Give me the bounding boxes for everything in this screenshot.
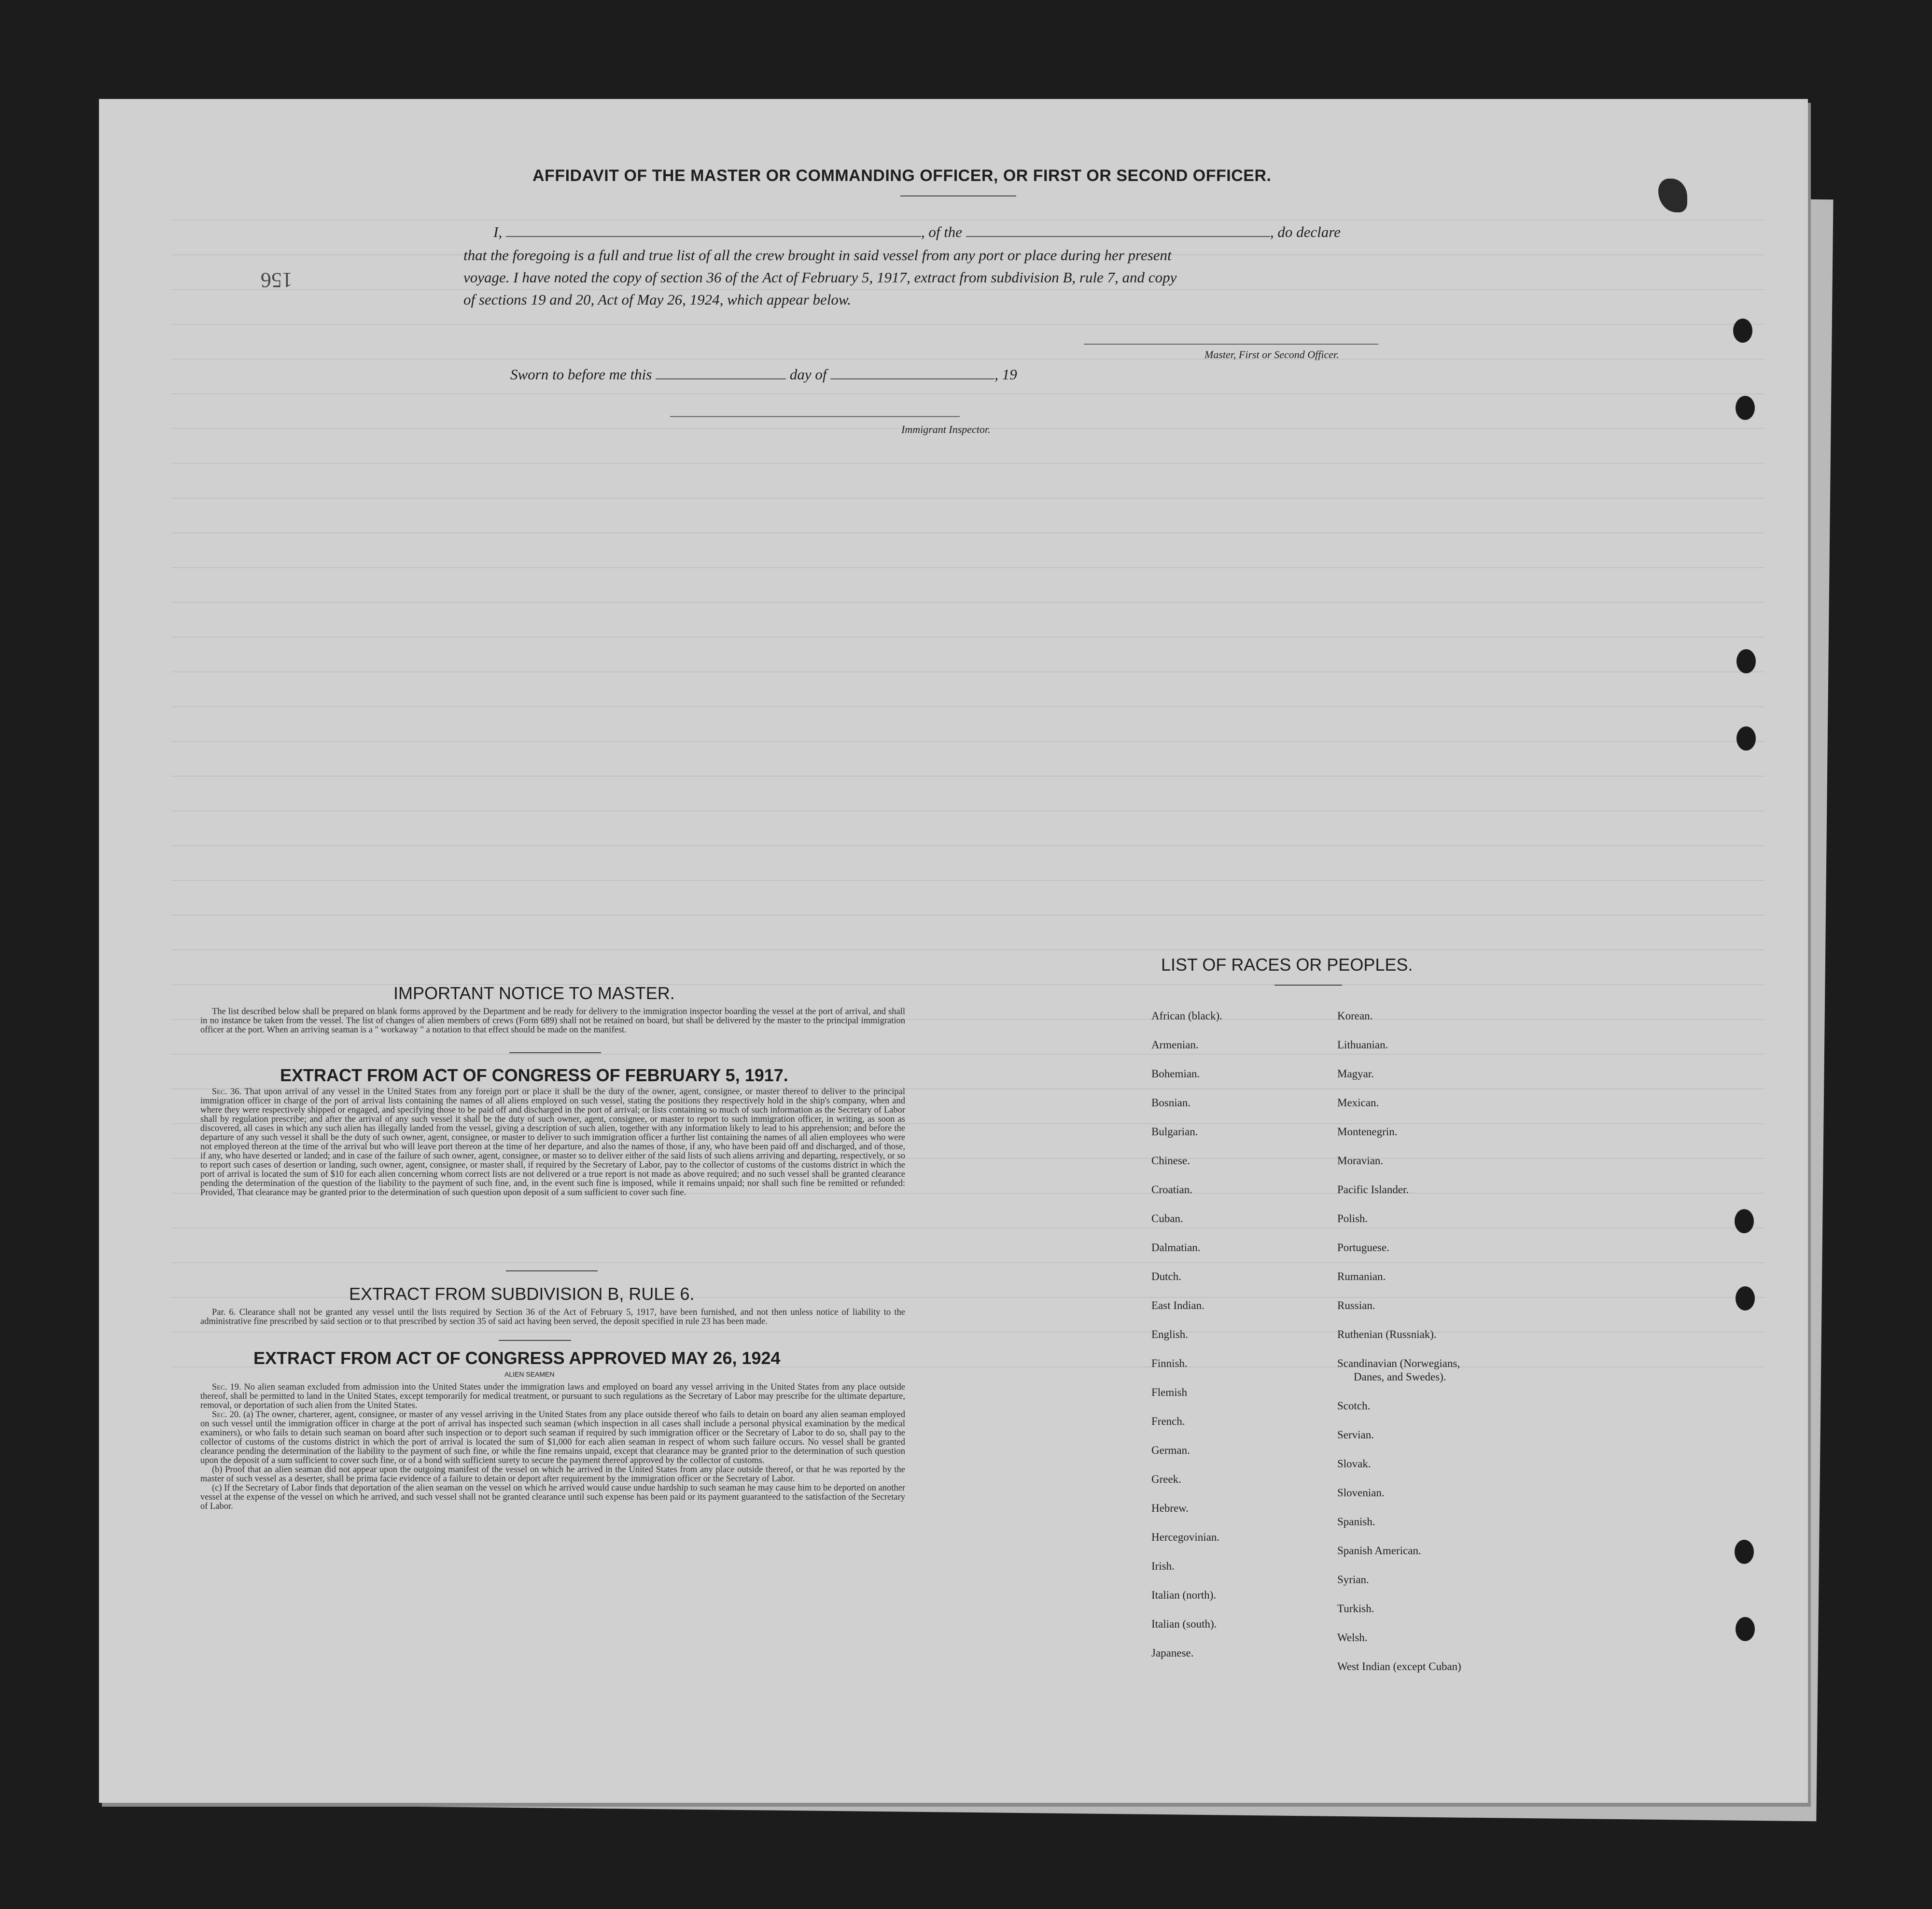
race-item: Irish.	[1151, 1560, 1175, 1572]
race-item: Mexican.	[1337, 1097, 1379, 1109]
binder-hole	[1735, 1209, 1754, 1233]
race-item: Scandinavian (Norwegians,	[1337, 1357, 1460, 1369]
divider-3	[499, 1340, 571, 1341]
notice-text	[200, 1007, 905, 1035]
race-item: Dalmatian.	[1151, 1241, 1201, 1254]
extract-1924-subtitle: ALIEN SEAMEN	[504, 1370, 555, 1378]
race-item: African (black).	[1151, 1010, 1222, 1022]
binder-hole	[1736, 396, 1755, 420]
race-item: Spanish American.	[1337, 1545, 1421, 1557]
races-left-column	[1151, 1002, 1222, 1668]
affidavit-line2: that the foregoing is a full and true list of all the crew brought in said vessel from any port or place during her present	[463, 247, 1172, 264]
race-item: Finnish.	[1151, 1357, 1188, 1369]
race-item: Cuban.	[1151, 1212, 1183, 1225]
sec20a-text: (a) The owner, charterer, agent, consignee, or master of any vessel arriving in the United States from any place outside thereof who fails to detain on board any alien seaman employed on such vessel until the immigration officer in charge at the port of arrival has inspected such seaman (which inspection in all cases shall include a personal physical examination by the medical examiners), or who fails to detain such seaman on board after such inspection or to deport such seaman if required by such immigration officer or the Secretary of Labor to do so, shall pay to the collector of customs of the customs district in which the port of arrival is located the sum of $1,000 for each alien seaman in respect of whom such failure occurs. No vessel shall be granted clearance pending the determination of the liability to the payment of such fine, or while the fine remains unpaid, except that clearance may be granted prior to the determination of such question upon the deposit of a sum sufficient to cover such fine, or of a bond with sufficient surety to secure the payment thereof approved by the collector of customs.	[200, 1410, 906, 1465]
race-item: West Indian (except Cuban)	[1337, 1660, 1461, 1672]
signature-label: Master, First or Second Officer.	[1204, 348, 1339, 361]
affidavit-line1-c: , do declare	[1270, 223, 1341, 240]
race-item: Scotch.	[1337, 1400, 1371, 1412]
sworn-day-field[interactable]	[656, 378, 786, 379]
race-item: Bulgarian.	[1151, 1126, 1198, 1138]
divider-2	[506, 1270, 598, 1271]
races-title: LIST OF RACES OR PEOPLES.	[1161, 955, 1413, 975]
race-item: Spanish.	[1337, 1516, 1375, 1528]
sec19-label: Sec. 19.	[212, 1382, 241, 1392]
notice-paragraph: The list described below shall be prepared on blank forms approved by the Department and be ready for delivery to the immigration inspector boarding the vessel at the port of arrival, and shall in no instance be taken from the vessel. The list of changes of alien members of crews (Form 689) shall not be retained on board, but shall be delivered by the master to the principal immigration officer at the port. When an arriving seaman is a " workaway " a notation to that effect should be made on the manifest.	[200, 1007, 905, 1035]
extract-1917-text	[200, 1087, 905, 1198]
race-item: Slovenian.	[1337, 1487, 1385, 1499]
binder-hole	[1736, 1286, 1755, 1310]
document-page	[99, 99, 1808, 1803]
inspector-label: Immigrant Inspector.	[901, 423, 991, 435]
race-item: Bohemian.	[1151, 1068, 1200, 1080]
sworn-line	[510, 366, 1017, 383]
master-name-field[interactable]	[506, 236, 921, 237]
race-item: Italian (south).	[1151, 1618, 1217, 1630]
race-item: German.	[1151, 1444, 1190, 1456]
sworn-dayof-label: day of	[789, 366, 827, 383]
race-item: Armenian.	[1151, 1039, 1199, 1051]
race-item: Slovak.	[1337, 1458, 1371, 1470]
extract-rule6-title: EXTRACT FROM SUBDIVISION B, RULE 6.	[349, 1284, 695, 1304]
affidavit-line1-b: , of the	[921, 223, 963, 240]
race-item: Moravian.	[1337, 1155, 1384, 1167]
sec36-label: Sec. 36.	[212, 1087, 242, 1097]
race-item: Welsh.	[1337, 1631, 1368, 1644]
race-item: Syrian.	[1337, 1574, 1369, 1586]
race-item: East Indian.	[1151, 1299, 1204, 1311]
inspector-signature-line[interactable]	[670, 416, 960, 417]
races-title-rule	[1274, 985, 1342, 986]
race-item: Italian (north).	[1151, 1589, 1217, 1601]
race-item: Russian.	[1337, 1299, 1375, 1311]
divider-1	[509, 1052, 601, 1053]
race-item: Turkish.	[1337, 1602, 1374, 1615]
notice-title: IMPORTANT NOTICE TO MASTER.	[393, 983, 675, 1003]
race-item: Polish.	[1337, 1212, 1368, 1225]
affidavit-line1-a: I,	[493, 223, 503, 240]
affidavit-line1	[493, 223, 1341, 241]
race-item	[1337, 1357, 1461, 1384]
extract-1917-title: EXTRACT FROM ACT OF CONGRESS OF FEBRUARY 5, 1917.	[280, 1065, 788, 1085]
sec19-text: No alien seaman excluded from admission into the United States under the immigration laws and employed on board any vessel arriving in the United States from any place outside thereof, shall be permitted to land in the United States, except temporarily for medical treatment, or pursuant to such regulations as the Secretary of Labor may prescribe for the ultimate departure, removal, or deportation of such alien from the United States.	[200, 1382, 906, 1410]
sworn-year-label: , 19	[994, 366, 1017, 383]
affidavit-title: AFFIDAVIT OF THE MASTER OR COMMANDING OFFICER, OR FIRST OR SECOND OFFICER.	[532, 167, 1272, 185]
binder-hole	[1736, 726, 1756, 751]
sec20-label: Sec. 20.	[212, 1410, 241, 1420]
binder-hole	[1733, 319, 1752, 343]
par6-label: Par. 6.	[212, 1308, 236, 1317]
extract-rule6-text	[200, 1308, 905, 1326]
race-item: Danes, and Swedes).	[1354, 1371, 1446, 1383]
stamp-number: 156	[261, 268, 293, 292]
race-item: Dutch.	[1151, 1270, 1181, 1282]
race-item: Japanese.	[1151, 1647, 1194, 1659]
signature-line[interactable]	[1084, 344, 1378, 345]
affidavit-line4: of sections 19 and 20, Act of May 26, 1924, which appear below.	[463, 291, 852, 308]
binder-hole	[1735, 1540, 1754, 1564]
par6-text: Clearance shall not be granted any vessel until the lists required by Section 36 of the Act of February 5, 1917, have been furnished, and not then unless notice of liability to the administrative fine prescribed by said section or to that prescribed by section 35 of said act having been served, the deposit specified in rule 23 has been made.	[200, 1308, 906, 1326]
sec20b-text: (b) Proof that an alien seaman did not appear upon the outgoing manifest of the vessel on which he arrived in the United States from any place outside thereof, or that he was reported by the master of such vessel as a deserter, shall be prima facie evidence of a failure to detain or deport after requirement by the immigration officer or the Secretary of Labor.	[200, 1465, 905, 1484]
affidavit-line3: voyage. I have noted the copy of section 36 of the Act of February 5, 1917, extract from subdivision B, rule 7, and copy	[463, 269, 1177, 286]
race-item: Chinese.	[1151, 1155, 1190, 1167]
sec36-text: That upon arrival of any vessel in the United States from any foreign port or place it shall be the duty of the owner, agent, consignee, or master thereof to deliver to the principal immigration officer in charge of the port of arrival lists containing the names of all aliens employed on such vessel, stating the positions they respectively hold in the ship's company, when and where they were respectively shipped or engaged, and specifying those to be paid off and discharged in the port of arrival; or lists containing so much of such information as the Secretary of Labor shall by regulation prescribe; and after the arrival of any such vessel it shall be the duty of such owner, agent, consignee, or master to report to such immigration officer, in writing, as soon as discovered, all cases in which any such alien has illegally landed from the vessel, giving a description of such alien, together with any information likely to lead to his apprehension; and before the departure of any such vessel it shall be the duty of such owner, agent, consignee, or master to deliver to such immigration officer a further list containing the names of all alien employees who were not employed thereon at the time of the arrival but who will leave port thereon at the time of her departure, and also the names of those, if any, who have been paid off and discharged, and of those, if any, who have deserted or landed; and in case of the failure of such owner, agent, consignee, or master so to deliver either of the said lists of such aliens arriving and departing, respectively, or so to report such cases of desertion or landing, such owner, agent, consignee, or master shall, if required by the Secretary of Labor, pay to the collector of customs of the customs district in which the port of arrival is located the sum of $10 for each alien concerning whom correct lists are not delivered or a true report is not made as above required; and no such vessel shall be granted clearance pending the determination of the question of the liability to the payment of such fine, and, in the event such fine is imposed, while it remains unpaid; nor shall such fine be remitted or refunded: Provided, That clearance may be granted prior to the determination of such question upon deposit of a sum sufficient to cover such fine.	[200, 1087, 905, 1198]
vessel-name-field[interactable]	[966, 236, 1270, 237]
binder-hole	[1736, 649, 1756, 673]
race-item: Lithuanian.	[1337, 1039, 1388, 1051]
race-item: Portuguese.	[1337, 1241, 1389, 1254]
race-item: English.	[1151, 1328, 1189, 1340]
race-item: Korean.	[1337, 1010, 1373, 1022]
race-item: Hebrew.	[1151, 1502, 1189, 1514]
race-item: Greek.	[1151, 1473, 1181, 1485]
extract-1924-text	[200, 1383, 905, 1511]
race-item: Servian.	[1337, 1429, 1374, 1441]
races-right-column	[1337, 1002, 1461, 1681]
race-item: Flemish	[1151, 1386, 1188, 1398]
race-item: Hercegovinian.	[1151, 1531, 1220, 1543]
sec20c-text: (c) If the Secretary of Labor finds that deportation of the alien seaman on the vessel on which he arrived would cause undue hardship to such seaman he may cause him to be deported on another vessel at the expense of the vessel on which he arrived, and such vessel shall not be granted clearance until such expense has been paid or its payment guaranteed to the satisfaction of the Secretary of Labor.	[200, 1483, 905, 1511]
race-item: Magyar.	[1337, 1068, 1374, 1080]
race-item: French.	[1151, 1415, 1185, 1427]
affidavit-title-rule	[900, 195, 1016, 196]
race-item: Ruthenian (Russniak).	[1337, 1328, 1437, 1340]
race-item: Pacific Islander.	[1337, 1184, 1409, 1196]
binder-hole	[1736, 1617, 1755, 1641]
race-item: Montenegrin.	[1337, 1126, 1398, 1138]
race-item: Bosnian.	[1151, 1097, 1191, 1109]
extract-1924-title: EXTRACT FROM ACT OF CONGRESS APPROVED MAY 26, 1924	[253, 1348, 781, 1368]
sworn-month-field[interactable]	[830, 378, 994, 379]
race-item: Croatian.	[1151, 1184, 1192, 1196]
sworn-label: Sworn to before me this	[510, 366, 652, 383]
race-item: Rumanian.	[1337, 1270, 1386, 1282]
